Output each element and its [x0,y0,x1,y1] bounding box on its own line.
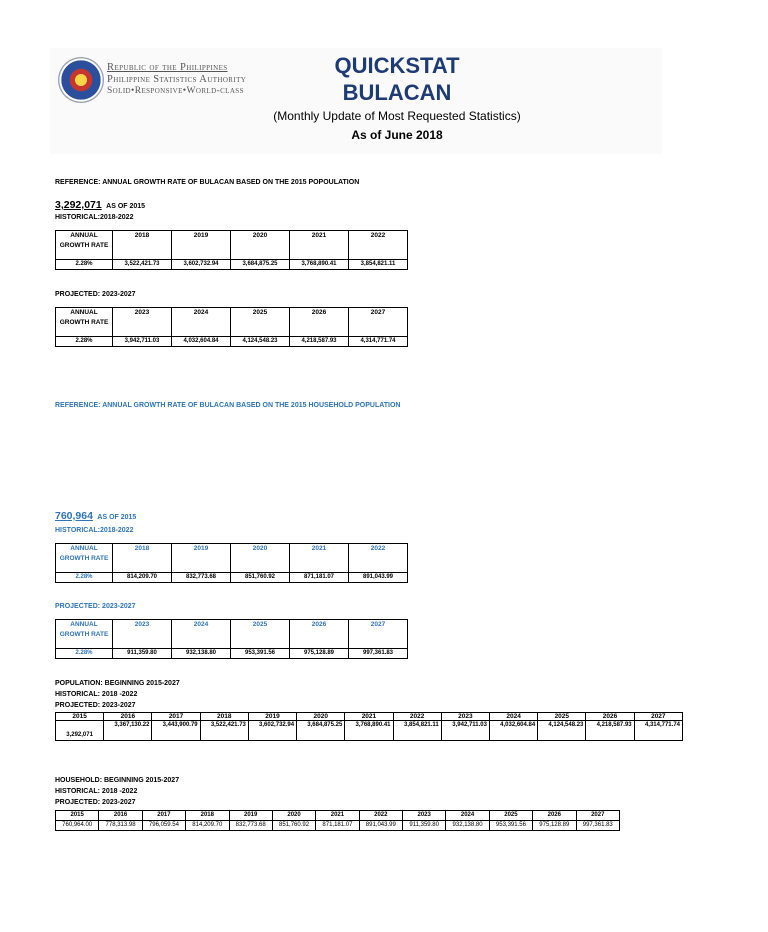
hh-summary-historical: HISTORICAL: 2018 -2022 [55,788,138,795]
value-cell: 997,361.83 [576,821,620,831]
year-cell: 2018 [200,713,248,721]
value-cell: 3,768,890.41 [290,260,349,270]
value-cell: 3,768,890.41 [345,721,393,741]
header-row [56,544,408,573]
value-cell: 3,443,900.79 [152,721,200,741]
value-cell: 4,032,604.84 [489,721,537,741]
value-cell: 3,854,821.11 [393,721,441,741]
subtitle: (Monthly Update of Most Requested Statistics) [273,109,521,123]
household-historical-table [55,543,408,583]
population-historical-table [55,230,408,270]
population-projected-label: PROJECTED: 2023-2027 [55,291,136,298]
value-cell: 851,760.92 [231,573,290,583]
year-header-cell: 2023 [113,620,172,649]
value-cell: 796,059.54 [142,821,185,831]
year-row [56,713,683,721]
year-header-cell: 2026 [290,308,349,337]
year-header-cell: 2022 [349,544,408,573]
year-cell: 2020 [272,811,315,821]
year-header-cell: 2020 [231,231,290,260]
value-cell: 953,391.56 [231,649,290,659]
value-cell: 3,292,071 [56,721,104,741]
value-cell: 997,361.83 [349,649,408,659]
year-header-cell: 2021 [290,544,349,573]
year-cell: 2021 [345,713,393,721]
psa-authority-line: Philippine Statistics Authority [107,74,247,85]
header-row [56,620,408,649]
value-cell: 832,773.68 [172,573,231,583]
year-header-cell: 2025 [231,308,290,337]
rate-value-cell: 2.28% [56,260,113,270]
year-header-cell: 2025 [231,620,290,649]
value-cell: 911,359.80 [113,649,172,659]
year-cell: 2023 [403,811,446,821]
year-header-cell: 2018 [113,544,172,573]
value-row [56,260,408,270]
value-cell: 3,602,732.94 [172,260,231,270]
value-cell: 814,209.70 [186,821,229,831]
value-cell: 4,124,548.23 [538,721,586,741]
year-cell: 2017 [152,713,200,721]
values-row [56,721,683,741]
value-cell: 4,314,771.74 [349,337,408,347]
psa-republic-line: Republic of the Philippines [107,62,228,73]
year-cell: 2027 [634,713,682,721]
year-header-cell: 2027 [349,620,408,649]
value-cell: 891,043.99 [349,573,408,583]
household-projected-table [55,619,408,659]
pop-summary-title: POPULATION: BEGINNING 2015-2027 [55,680,180,687]
year-cell: 2019 [248,713,296,721]
year-cell: 2021 [316,811,359,821]
household-base-value: 760,964 [55,510,93,522]
year-header-cell: 2019 [172,544,231,573]
value-cell: 3,522,421.73 [113,260,172,270]
household-base-suffix: AS OF 2015 [97,514,137,521]
year-cell: 2017 [142,811,185,821]
hh-summary-projected: PROJECTED: 2023-2027 [55,799,136,806]
value-cell: 3,942,711.03 [113,337,172,347]
year-cell: 2026 [586,713,634,721]
value-row [56,573,408,583]
value-cell: 932,138.80 [172,649,231,659]
year-cell: 2016 [104,713,152,721]
year-cell: 2015 [56,811,99,821]
rate-value-cell: 2.28% [56,337,113,347]
title-line1: QUICKSTAT [334,53,460,78]
page-title [300,52,494,106]
rate-value-cell: 2.28% [56,649,113,659]
value-cell: 4,032,604.84 [172,337,231,347]
value-cell: 4,218,587.93 [586,721,634,741]
year-header-cell: 2026 [290,620,349,649]
year-cell: 2024 [446,811,489,821]
rate-header-cell: ANNUAL GROWTH RATE [56,620,113,649]
pop-summary-table [55,712,683,741]
population-historical-label: HISTORICAL:2018-2022 [55,214,134,221]
year-header-cell: 2020 [231,544,290,573]
hh-summary-table [55,810,620,831]
value-cell: 975,128.89 [290,649,349,659]
as-of-date: As of June 2018 [351,128,443,142]
year-cell: 2020 [297,713,345,721]
psa-seal-icon [58,57,104,103]
population-base-value: 3,292,071 [55,199,102,211]
value-cell: 832,773.68 [229,821,272,831]
year-cell: 2023 [441,713,489,721]
value-cell: 814,209.70 [113,573,172,583]
year-cell: 2018 [186,811,229,821]
year-cell: 2027 [576,811,620,821]
year-row [56,811,620,821]
year-header-cell: 2022 [349,231,408,260]
year-cell: 2022 [359,811,402,821]
value-cell: 975,128.89 [533,821,576,831]
value-cell: 3,522,421.73 [200,721,248,741]
rate-value-cell: 2.28% [56,573,113,583]
year-header-cell: 2024 [172,308,231,337]
household-historical-label: HISTORICAL:2018-2022 [55,527,134,534]
value-cell: 871,181.07 [316,821,359,831]
rate-header-cell: ANNUAL GROWTH RATE [56,231,113,260]
header-row [56,308,408,337]
values-row [56,821,620,831]
pop-summary-projected: PROJECTED: 2023-2027 [55,702,136,709]
year-header-cell: 2023 [113,308,172,337]
value-cell: 3,602,732.94 [248,721,296,741]
value-cell: 4,124,548.23 [231,337,290,347]
value-cell: 871,181.07 [290,573,349,583]
household-base [55,506,136,524]
value-cell: 4,314,771.74 [634,721,682,741]
pop-summary-historical: HISTORICAL: 2018 -2022 [55,691,138,698]
year-cell: 2015 [56,713,104,721]
year-header-cell: 2024 [172,620,231,649]
year-cell: 2024 [489,713,537,721]
year-cell: 2025 [489,811,532,821]
psa-tagline: Solid•Responsive•World-class [107,86,244,96]
year-cell: 2025 [538,713,586,721]
population-projected-table [55,307,408,347]
value-cell: 778,313.98 [99,821,142,831]
header-row [56,231,408,260]
value-cell: 3,942,711.03 [441,721,489,741]
population-reference: REFERENCE: ANNUAL GROWTH RATE OF BULACAN BASED ON THE 2015 POPOULATION [55,179,360,186]
value-cell: 911,359.80 [403,821,446,831]
rate-header-cell: ANNUAL GROWTH RATE [56,308,113,337]
title-line2: BULACAN [342,80,452,105]
population-base-suffix: AS OF 2015 [106,203,146,210]
year-header-cell: 2018 [113,231,172,260]
value-cell: 4,218,587.93 [290,337,349,347]
value-cell: 760,964.00 [56,821,99,831]
year-cell: 2022 [393,713,441,721]
value-row [56,337,408,347]
year-header-cell: 2021 [290,231,349,260]
population-base [55,195,145,213]
year-cell: 2019 [229,811,272,821]
household-projected-label: PROJECTED: 2023-2027 [55,603,136,610]
value-cell: 932,138.80 [446,821,489,831]
value-cell: 3,684,875.25 [231,260,290,270]
value-row [56,649,408,659]
value-cell: 3,854,821.11 [349,260,408,270]
value-cell: 891,043.99 [359,821,402,831]
hh-summary-title: HOUSEHOLD: BEGINNING 2015-2027 [55,777,180,784]
value-cell: 3,684,875.25 [297,721,345,741]
year-header-cell: 2019 [172,231,231,260]
value-cell: 953,391.56 [489,821,532,831]
value-cell: 851,760.92 [272,821,315,831]
household-reference: REFERENCE: ANNUAL GROWTH RATE OF BULACAN BASED ON THE 2015 HOUSEHOLD POPULATION [55,402,401,409]
value-cell: 3,367,130.22 [104,721,152,741]
year-cell: 2016 [99,811,142,821]
year-cell: 2026 [533,811,576,821]
year-header-cell: 2027 [349,308,408,337]
rate-header-cell: ANNUAL GROWTH RATE [56,544,113,573]
